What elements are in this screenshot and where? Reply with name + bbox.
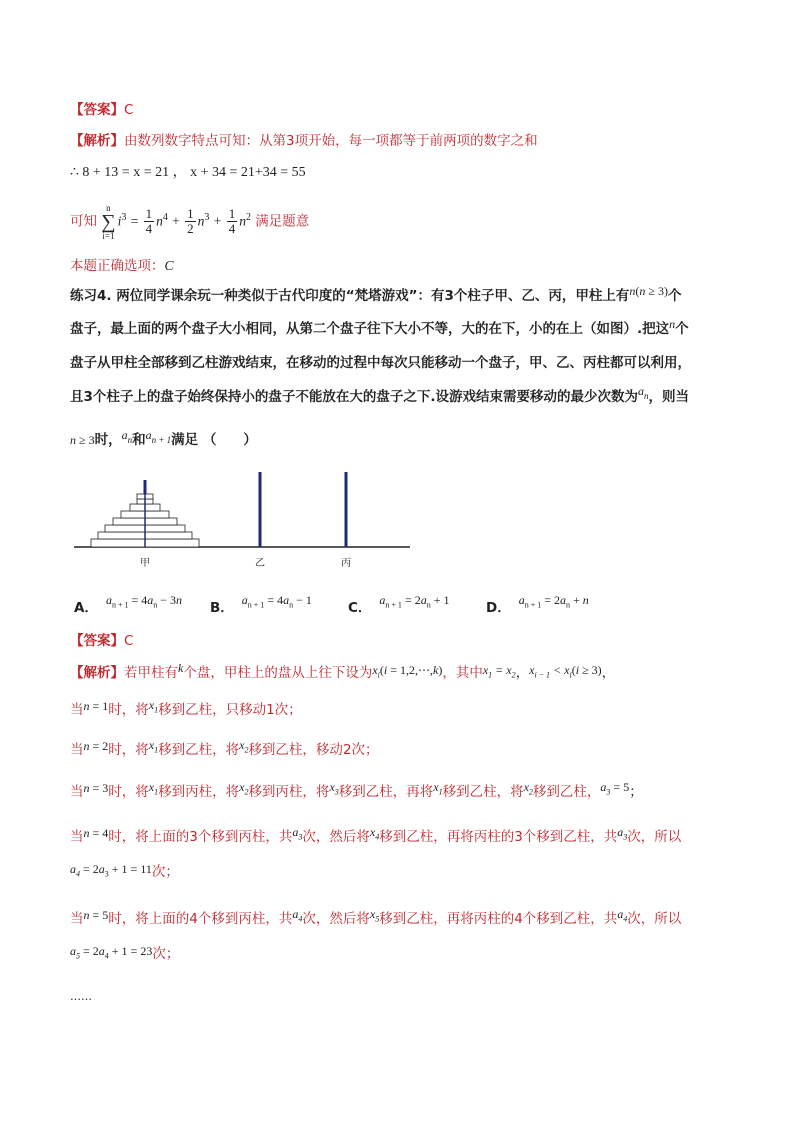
correct-option-line: [70, 256, 174, 276]
analysis2-line-3: 当n = 2时，将$x_1$移到乙柱，将$x_2$移到乙柱，移动2次；: [70, 738, 379, 758]
question-text-5c: 满足 （ ）: [171, 432, 257, 448]
a2-l7f: 移到乙柱，再将丙柱的: [379, 911, 515, 927]
option-d-formula: $a_{n + 1} = 2a_n + n$: [518, 593, 589, 610]
frac-1-4: $\frac{1}{4}$: [145, 206, 153, 236]
analysis2-line-7: 当n = 5时，将上面的4个移到丙柱，共$a_4$次，然后将$x_5$移到乙柱，再将丙柱的4个移到乙柱，共$a_4$次，所以: [70, 907, 682, 927]
a2-l7e: 次，然后将: [302, 911, 370, 927]
frac-1-2: $\frac{1}{2}$: [187, 206, 194, 236]
a2-l5d: 个移到丙柱，共: [197, 829, 293, 845]
a2-l3e: 2: [342, 742, 352, 758]
a2-l3d: 移到乙柱，移动: [248, 742, 343, 758]
a2-l1c: ，其中: [442, 665, 483, 681]
a2-l5f: 移到乙柱，再将丙柱的: [379, 829, 515, 845]
a2-l5g: 3: [514, 829, 523, 845]
a2-l6: 次；: [151, 864, 179, 880]
question-line-2: 盘子，最上面的两个盘子大小相同，从第二个盘子往下大小不等，大的在下，小的在上（如图）.把这n个: [70, 317, 689, 337]
a2-l5a: 当: [70, 829, 84, 845]
analysis2-line-8: $a_5 = 2a_4 + 1 = 23$次；: [70, 944, 180, 962]
a2-l7h: 个移到乙柱，共: [522, 911, 618, 927]
question-text-5b: 和: [132, 432, 146, 448]
answer2-tag: 【答案】: [70, 633, 124, 649]
a2-l3f: 次；: [351, 742, 379, 758]
label-bing: 丙: [341, 558, 351, 569]
a2-l2c: 移到乙柱，只移动: [158, 702, 267, 718]
question-text-1b: 个: [667, 288, 682, 304]
a2-l7d: 个移到丙柱，共: [197, 911, 293, 927]
question-text-4b: ，则当: [648, 389, 690, 405]
question-line-4: 且3个柱子上的盘子始终保持小的盘子不能放在大的盘子之下.设游戏结束需要移动的最少次数为$a_n$，则当: [70, 384, 690, 405]
analysis2-line-4: 当n = 3时，将$x_1$移到丙柱，将$x_2$移到丙柱，将$x_3$移到乙柱，再将$x_1$移到乙柱，将$x_2$移到乙柱，$a_3 = 5$；: [70, 780, 643, 800]
answer-value: C: [124, 102, 134, 118]
analysis-tag: 【解析】: [70, 133, 124, 149]
a2-l5c: 3: [189, 829, 198, 845]
option-c-label: C．: [348, 600, 372, 616]
a2-l1d: ，: [515, 665, 530, 681]
option-a-formula: $a_{n + 1} = 4a_n - 3n$: [105, 593, 183, 610]
hanoi-figure: [74, 466, 414, 576]
frac-1-4b: $\frac{1}{4}$: [228, 206, 236, 236]
a2-l3a: 当: [70, 742, 84, 758]
a2-l1b: 个盘，甲柱上的盘从上往下设为: [183, 665, 373, 681]
question-line-5: n ≥ 3时，$a_n$和$a_{n + 1}$满足 （ ）: [70, 428, 257, 448]
analysis2-ellipsis: ……: [70, 990, 92, 1003]
option-a-label: A．: [74, 600, 98, 616]
label-yi: 乙: [255, 558, 265, 569]
a2-l5h: 个移到乙柱，共: [522, 829, 618, 845]
question-text-1a: 练习4. 两位同学课余玩一种类似于古代印度的“梵塔游戏”：有3个柱子甲、乙、丙，甲柱上有: [70, 288, 630, 304]
correct-label: 本题正确选项：: [70, 258, 165, 274]
sum-symbol: n ∑ i=1: [101, 202, 116, 241]
a2-l4a: 当: [70, 784, 84, 800]
a2-l2d: 1: [266, 702, 275, 718]
equation-1: ∴ 8 + 13 = x = 21 ， x + 34 = 21+34 = 55: [70, 165, 306, 180]
option-b-formula: $a_{n + 1} = 4a_n - 1$: [241, 593, 312, 610]
answer-tag: 【答案】: [70, 102, 124, 118]
a2-l4b: 时，将: [108, 784, 149, 800]
option-c[interactable]: [348, 593, 450, 617]
a2-l3c: 移到乙柱，将: [158, 742, 240, 758]
a2-l2b: 时，将: [108, 702, 149, 718]
option-d-label: D．: [486, 600, 511, 616]
a2-l4e: 移到乙柱，再将: [338, 784, 434, 800]
a2-l5e: 次，然后将: [302, 829, 370, 845]
a2-l5i: 次，所以: [627, 829, 682, 845]
label-jia: 甲: [140, 558, 150, 569]
hanoi-diagram: [74, 466, 414, 576]
option-b[interactable]: [210, 593, 312, 617]
a2-l5b: 时，将上面的: [108, 829, 190, 845]
answer2-value: C: [124, 633, 134, 649]
a2-l4g: 移到乙柱，: [532, 784, 601, 800]
analysis2-line-1: 【解析】若甲柱有k个盘，甲柱上的盘从上往下设为$x_i(i$ = 1,2,⋯,k)，其中$x_1 = x_2$，$x_{i - 1} < x_i(i \ge 3)$，: [70, 661, 616, 681]
analysis2-line-6: $a_4 = 2a_3 + 1 = 11$次；: [70, 862, 179, 880]
a2-l2e: 次；: [274, 702, 302, 718]
correct-value: C: [164, 258, 174, 273]
a2-l4d: 移到丙柱，将: [248, 784, 330, 800]
question-text-2a: 盘子，最上面的两个盘子大小相同，从第二个盘子往下大小不等，大的在下，小的在上（如图）.把这: [70, 321, 670, 337]
question-line-3: 盘子从甲柱全部移到乙柱游戏结束，在移动的过程中每次只能移动一个盘子，甲、乙、丙柱都可以利用，: [70, 355, 691, 371]
a2-l7i: 次，所以: [627, 911, 682, 927]
option-a[interactable]: [74, 593, 183, 617]
analysis2-tag: 【解析】: [70, 665, 124, 681]
a2-l2a: 当: [70, 702, 84, 718]
a2-l7g: 4: [514, 911, 523, 927]
a2-l7b: 时，将上面的: [108, 911, 190, 927]
a2-l1a: 若甲柱有: [124, 665, 178, 681]
option-c-formula: $a_{n + 1} = 2a_n + 1$: [379, 593, 450, 610]
a2-l7c: 4: [189, 911, 198, 927]
analysis2-line-5: 当n = 4时，将上面的3个移到丙柱，共$a_3$次，然后将$x_4$移到乙柱，再将丙柱的3个移到乙柱，共$a_3$次，所以: [70, 825, 682, 845]
answer-line-2: [70, 631, 133, 651]
a2-l7a: 当: [70, 911, 84, 927]
a2-l4h: ；: [629, 784, 643, 800]
a2-l3b: 时，将: [108, 742, 149, 758]
question-text-2b: 个: [675, 321, 689, 337]
eq2-prefix: 可知: [70, 213, 97, 230]
eq2-suffix: 满足题意: [255, 213, 310, 230]
answer-line-1: [70, 100, 133, 120]
analysis-line-1: [70, 131, 538, 151]
option-d[interactable]: [486, 593, 589, 617]
analysis-text: 由数列数字特点可知：从第3项开始，每一项都等于前两项的数字之和: [124, 133, 538, 149]
question-text-4a: 且3个柱子上的盘子始终保持小的盘子不能放在大的盘子之下.设游戏结束需要移动的最少次数为: [70, 389, 639, 405]
question-text-5a: 时，: [94, 432, 122, 448]
equation-2: 可知 n ∑ i=1 $i^3$ = $\frac{1}{4}$ $n^4$ + $\frac{1}{2}$ $n^3$ + $\frac{1}{4}$ $n^2$ 满足题意: [70, 202, 310, 241]
question-line-1: 练习4. 两位同学课余玩一种类似于古代印度的“梵塔游戏”：有3个柱子甲、乙、丙，甲柱上有n(n ≥ 3)个: [70, 284, 682, 304]
a2-l4f: 移到乙柱，将: [442, 784, 524, 800]
analysis2-line-2: 当n = 1时，将$x_1$移到乙柱，只移动1次；: [70, 698, 302, 718]
a2-l8: 次；: [152, 946, 180, 962]
a2-l4c: 移到丙柱，将: [158, 784, 240, 800]
option-b-label: B．: [210, 600, 234, 616]
